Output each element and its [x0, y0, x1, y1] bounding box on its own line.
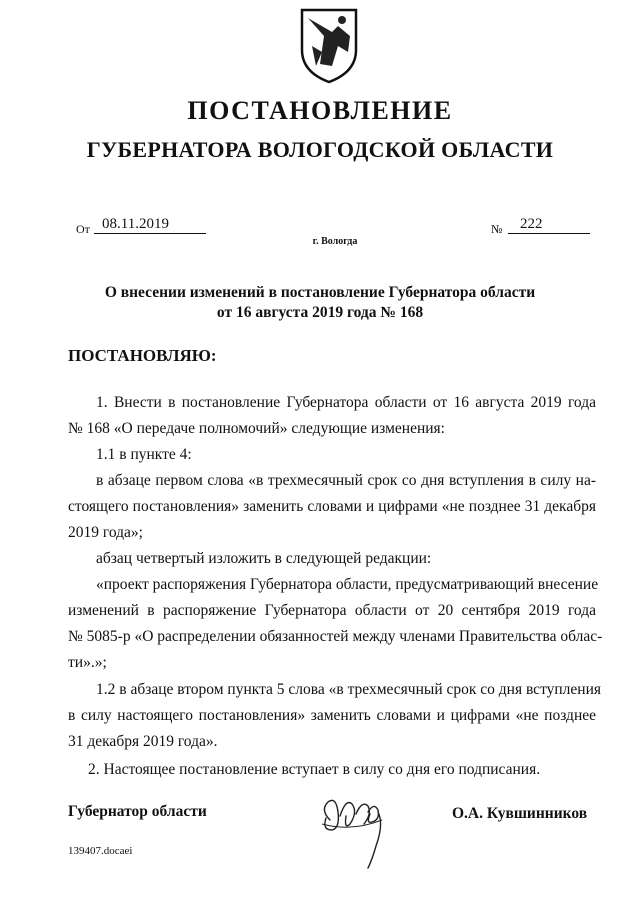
text-line: № 5085-р «О распределении обязанностей между членами Правительства облас-	[68, 628, 603, 645]
text-line: 2019 года»;	[68, 524, 143, 541]
coat-of-arms-icon	[298, 6, 360, 84]
decree-heading: ПОСТАНОВЛЯЮ:	[68, 346, 217, 365]
text-line: изменений в распоряжение Губернатора области от 20 сентября 2019 года	[68, 602, 596, 619]
signatory-position: Губернатор области	[68, 803, 207, 820]
text-line: 1. Внести в постановление Губернатора области от 16 августа 2019 года	[96, 394, 596, 411]
handwritten-signature-icon	[312, 790, 402, 870]
text-line: ти».»;	[68, 654, 107, 671]
text-line: 1.1 в пункте 4:	[96, 446, 192, 463]
text-line: № 168 «О передаче полномочий» следующие изменения:	[68, 420, 445, 437]
text-line: 1.2 в абзаце втором пункта 5 слова «в трехмесячный срок со дня вступления	[96, 681, 602, 698]
document-code: 139407.docaei	[68, 845, 133, 857]
signatory-name: О.А. Кувшинников	[452, 805, 588, 822]
document-title: ПОСТАНОВЛЕНИЕ	[187, 96, 453, 125]
document-subject	[100, 283, 540, 323]
number-label: №	[491, 222, 503, 236]
paragraph-2	[68, 442, 596, 468]
number-underline	[508, 233, 590, 234]
paragraph-1	[68, 390, 596, 442]
text-line: абзац четвертый изложить в следующей редакции:	[96, 550, 432, 567]
paragraph-4	[68, 546, 596, 572]
paragraph-3	[68, 468, 596, 546]
paragraph-5	[68, 572, 603, 676]
city: г. Вологда	[312, 236, 358, 247]
date-label: От	[76, 222, 90, 236]
document-number: 222	[520, 216, 543, 232]
text-line: стоящего постановления» заменить словами и цифрами «не позднее 31 декабря	[68, 498, 596, 515]
paragraph-6	[68, 677, 602, 755]
date-underline	[94, 233, 206, 234]
subject-line: от 16 августа 2019 года № 168	[216, 304, 424, 321]
text-line: «проект распоряжения Губернатора области, предусматривающий внесение	[96, 576, 599, 593]
document-date: 08.11.2019	[102, 216, 169, 232]
text-line: 2. Настоящее постановление вступает в силу со дня его подписания.	[88, 761, 541, 778]
text-line: 31 декабря 2019 года».	[68, 733, 218, 750]
paragraph-7	[68, 757, 596, 783]
text-line: в абзаце первом слова «в трехмесячный срок со дня вступления в силу на-	[96, 472, 596, 489]
subject-line: О внесении изменений в постановление Губернатора области	[104, 284, 536, 301]
text-line: в силу настоящего постановления» заменить словами и цифрами «не позднее	[68, 707, 596, 724]
document-subtitle: ГУБЕРНАТОРА ВОЛОГОДСКОЙ ОБЛАСТИ	[86, 137, 554, 162]
